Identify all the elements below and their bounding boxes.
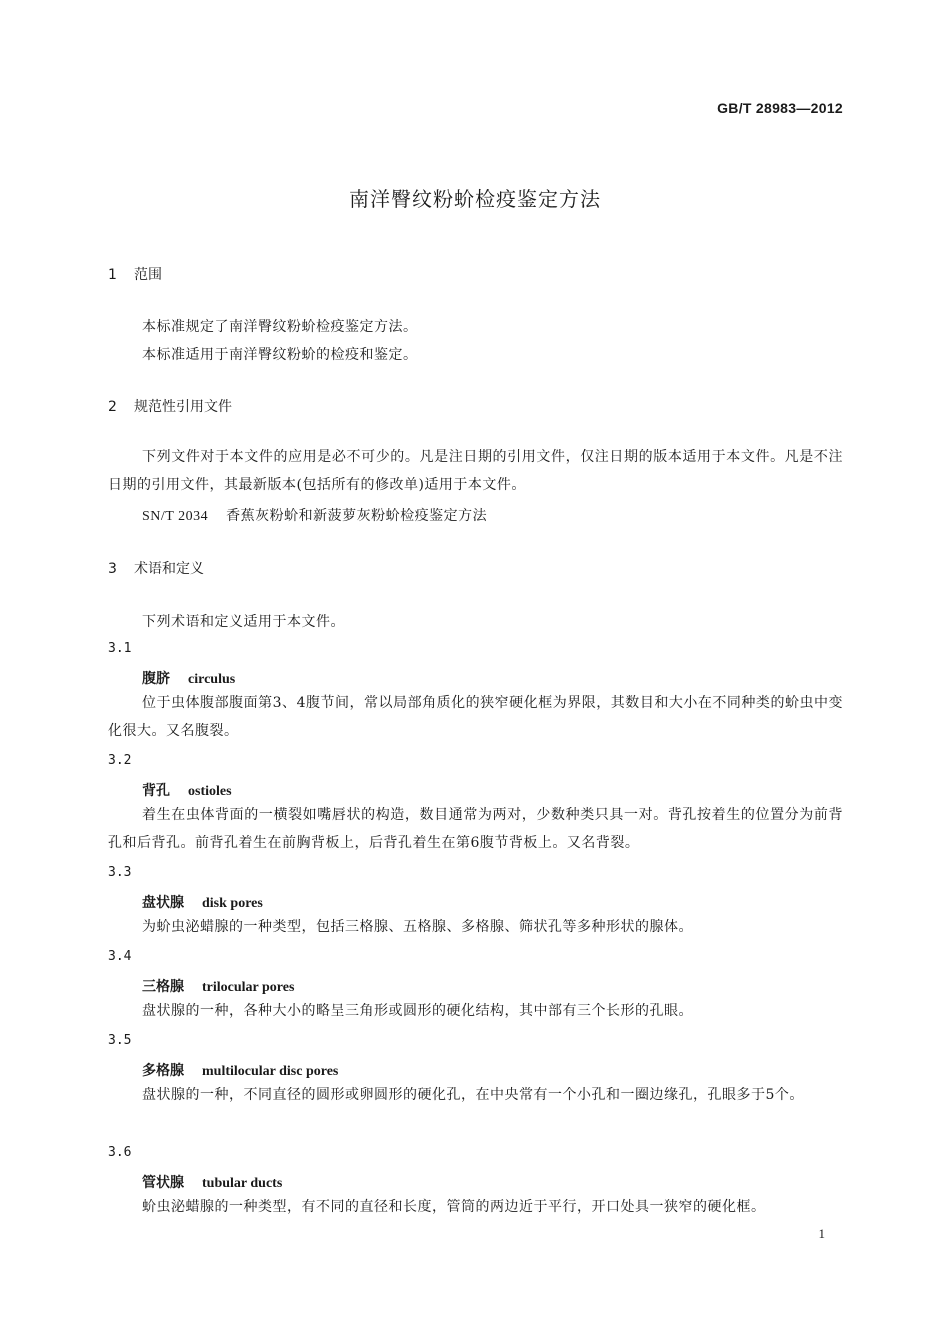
reference-code: SN/T 2034 — [142, 509, 209, 524]
term-heading — [142, 780, 232, 800]
term-chinese: 盘状腺 — [142, 895, 184, 911]
term-chinese: 腹脐 — [142, 671, 170, 687]
term-english: multilocular disc pores — [202, 1064, 339, 1079]
section-1-number: 1 — [108, 267, 117, 283]
document-title: 南洋臀纹粉蚧检疫鉴定方法 — [349, 187, 601, 211]
clause-number: 3.2 — [108, 753, 132, 768]
term-heading — [142, 668, 235, 688]
clause-number: 3.5 — [108, 1033, 132, 1048]
reference-title: 香蕉灰粉蚧和新菠萝灰粉蚧检疫鉴定方法 — [226, 508, 488, 524]
term-definition: 为蚧虫泌蜡腺的一种类型，包括三格腺、五格腺、多格腺、筛状孔等多种形状的腺体。 — [142, 919, 693, 935]
section-3-intro: 下列术语和定义适用于本文件。 — [142, 614, 345, 630]
term-definition: 盘状腺的一种，各种大小的略呈三角形或圆形的硬化结构，其中部有三个长形的孔眼。 — [142, 1003, 693, 1019]
section-2-title: 规范性引用文件 — [134, 399, 232, 415]
section-3-heading — [108, 558, 204, 578]
term-heading — [142, 1172, 282, 1192]
clause-number: 3.6 — [108, 1145, 132, 1160]
clause-number: 3.1 — [108, 641, 132, 656]
term-definition: 蚧虫泌蜡腺的一种类型，有不同的直径和长度，管筒的两边近于平行，开口处具一狭窄的硬化框。 — [142, 1199, 766, 1215]
section-1-paragraph-1: 本标准规定了南洋臀纹粉蚧检疫鉴定方法。 — [142, 319, 418, 335]
term-english: ostioles — [188, 784, 232, 799]
term-english: tubular ducts — [202, 1176, 283, 1191]
term-chinese: 多格腺 — [142, 1063, 184, 1079]
term-chinese: 背孔 — [142, 783, 170, 799]
page-number: 1 — [818, 1226, 825, 1241]
term-definition: 位于虫体腹部腹面第3、4腹节间，常以局部角质化的狭窄硬化框为界限，其数目和大小在不同种类的蚧虫中变化很大。又名腹裂。 — [108, 695, 843, 739]
term-definition: 着生在虫体背面的一横裂如嘴唇状的构造，数目通常为两对，少数种类只具一对。背孔按着生的位置分为前背孔和后背孔。前背孔着生在前胸背板上，后背孔着生在第6腹节背板上。又名背裂。 — [108, 807, 843, 851]
section-2-paragraph-1: 下列文件对于本文件的应用是必不可少的。凡是注日期的引用文件，仅注日期的版本适用于本文件。凡是不注日期的引用文件，其最新版本(包括所有的修改单)适用于本文件。 — [108, 449, 843, 493]
normative-reference — [142, 505, 487, 525]
term-heading — [142, 1060, 338, 1080]
term-english: disk pores — [202, 896, 263, 911]
term-english: circulus — [188, 672, 236, 687]
clause-number: 3.3 — [108, 865, 132, 880]
standard-number: GB/T 28983—2012 — [717, 100, 843, 116]
term-chinese: 三格腺 — [142, 979, 184, 995]
section-3-number: 3 — [108, 561, 117, 577]
section-1-paragraph-2: 本标准适用于南洋臀纹粉蚧的检疫和鉴定。 — [142, 347, 418, 363]
term-heading — [142, 892, 263, 912]
clause-number: 3.4 — [108, 949, 132, 964]
section-3-title: 术语和定义 — [134, 561, 204, 577]
section-2-heading — [108, 396, 232, 416]
term-definition: 盘状腺的一种，不同直径的圆形或卵圆形的硬化孔，在中央常有一个小孔和一圈边缘孔，孔眼多于5个。 — [142, 1087, 804, 1103]
term-english: trilocular pores — [202, 980, 295, 995]
term-chinese: 管状腺 — [142, 1175, 184, 1191]
section-1-heading — [108, 264, 162, 284]
term-heading — [142, 976, 294, 996]
section-1-title: 范围 — [134, 267, 162, 283]
section-2-number: 2 — [108, 399, 117, 415]
